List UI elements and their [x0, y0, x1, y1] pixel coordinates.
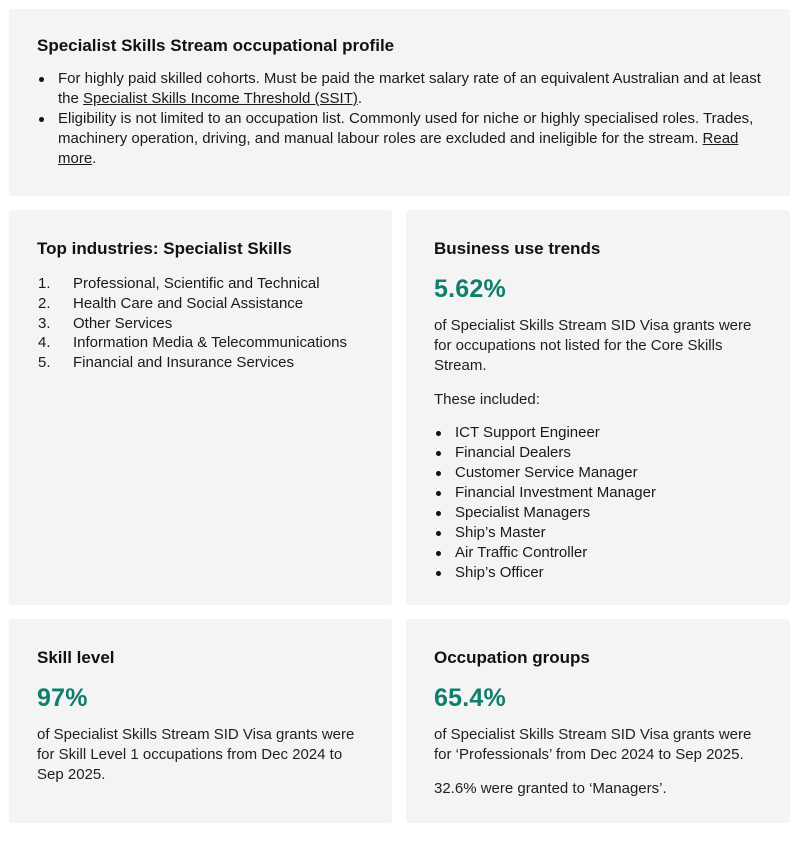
occupation-groups-description: of Specialist Skills Stream SID Visa grants were for ‘Professionals’ from Dec 2024 to Sep 2025. — [434, 726, 752, 763]
ssit-link[interactable]: Specialist Skills Income Threshold (SSIT) — [83, 90, 358, 107]
industries-list — [37, 274, 366, 373]
list-item — [38, 353, 366, 373]
industries-card — [9, 210, 392, 605]
trends-card — [406, 210, 790, 605]
list-item — [38, 274, 366, 294]
list-item: Customer Service Manager — [434, 463, 764, 483]
occupation-groups-card — [406, 619, 790, 823]
list-item — [38, 294, 366, 314]
list-item: ICT Support Engineer — [434, 423, 764, 443]
list-item-label: Financial and Insurance Services — [73, 354, 294, 372]
skill-level-title: Skill level — [37, 648, 115, 667]
profile-bullet-eligibility-text: Eligibility is not limited to an occupation list. Commonly used for niche or highly specialised roles. Trades, machinery operation, driving, and manual labour roles are excluded and ineligible for the stream. — [58, 110, 754, 147]
industries-title: Top industries: Specialist Skills — [37, 239, 292, 258]
skill-level-card — [9, 619, 392, 823]
occupation-groups-note: 32.6% were granted to ‘Managers’. — [434, 780, 667, 797]
skill-level-stat: 97% — [37, 684, 88, 712]
list-item: Financial Dealers — [434, 443, 764, 463]
profile-card — [9, 9, 790, 196]
list-item: Financial Investment Manager — [434, 483, 764, 503]
trends-description: of Specialist Skills Stream SID Visa grants were for occupations not listed for the Core Skills Stream. — [434, 317, 752, 374]
profile-bullet-salary-text: For highly paid skilled cohorts. Must be paid the market salary rate of an equivalent Australian and at least the — [58, 70, 761, 107]
skill-level-description: of Specialist Skills Stream SID Visa grants were for Skill Level 1 occupations from Dec 2024 to Sep 2025. — [37, 726, 355, 783]
occupation-groups-stat: 65.4% — [434, 684, 506, 712]
list-item — [38, 333, 366, 353]
list-item-number: 3. — [38, 314, 51, 332]
list-item-number: 2. — [38, 294, 51, 312]
profile-bullet-list — [37, 69, 764, 169]
list-item — [38, 314, 366, 334]
list-item: Air Traffic Controller — [434, 543, 764, 563]
trends-stat: 5.62% — [434, 275, 506, 303]
list-item: Ship’s Master — [434, 523, 764, 543]
list-item: Specialist Managers — [434, 503, 764, 523]
list-item-label: Professional, Scientific and Technical — [73, 275, 320, 292]
list-item: Ship’s Officer — [434, 563, 764, 583]
trends-title: Business use trends — [434, 239, 601, 258]
list-item-number: 5. — [38, 354, 51, 372]
trends-occupation-list — [434, 423, 764, 583]
trends-included-label: These included: — [434, 391, 540, 408]
list-item-label: Other Services — [73, 314, 173, 332]
occupation-groups-title: Occupation groups — [434, 648, 590, 667]
profile-bullet-salary — [37, 69, 764, 109]
profile-bullet-eligibility — [37, 109, 764, 169]
list-item-label: Health Care and Social Assistance — [73, 294, 304, 312]
read-more-link[interactable]: Read more — [58, 130, 739, 167]
list-item-label: Information Media & Telecommunications — [73, 334, 348, 352]
profile-bullet-eligibility-end: . — [92, 150, 97, 167]
profile-title: Specialist Skills Stream occupational profile — [37, 36, 395, 55]
list-item-number: 1. — [38, 275, 51, 292]
list-item-number: 4. — [38, 334, 51, 352]
profile-bullet-salary-end: . — [357, 90, 363, 107]
